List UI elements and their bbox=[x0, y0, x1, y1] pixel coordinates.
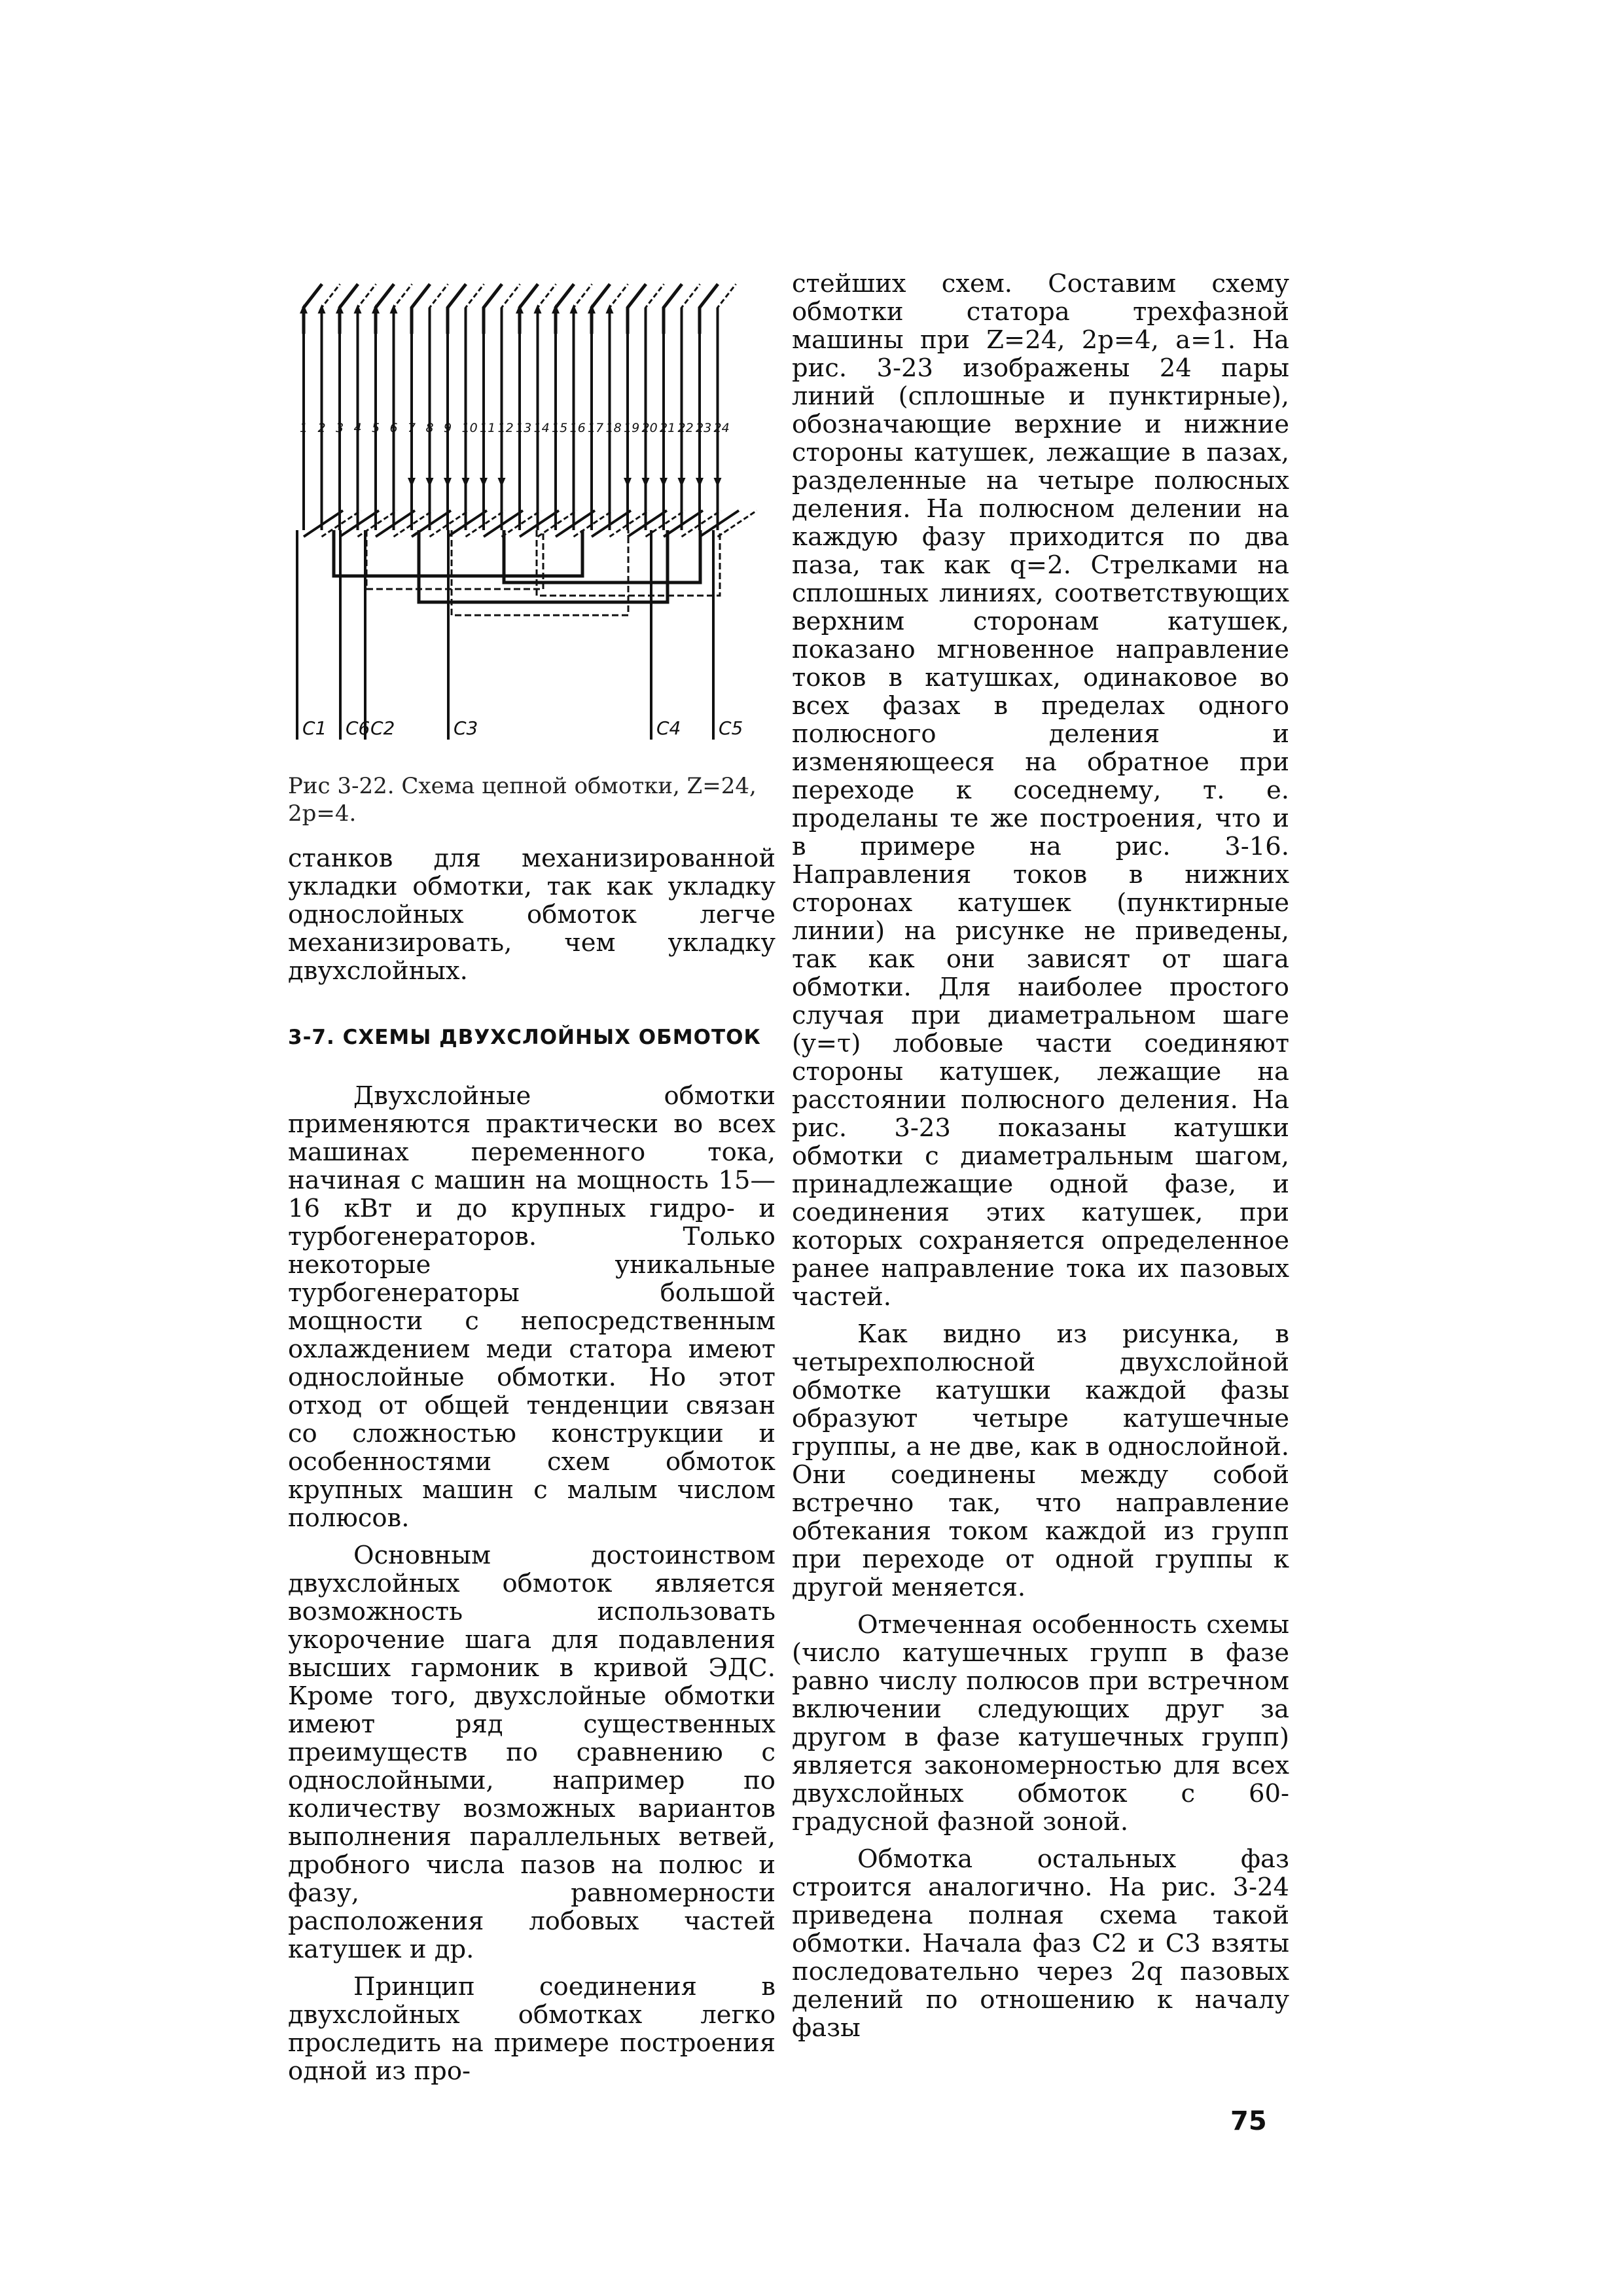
top-end-connection-9 bbox=[448, 284, 466, 334]
slot-number-5: 5 bbox=[372, 421, 380, 435]
phase-label-c1: C1 bbox=[302, 717, 327, 739]
slot-number-9: 9 bbox=[444, 421, 452, 435]
middle-crossing-23 bbox=[700, 511, 739, 537]
top-end-connection-17 bbox=[592, 284, 610, 334]
top-end-connection-6 bbox=[394, 284, 412, 334]
top-end-connection-13 bbox=[520, 284, 538, 334]
middle-crossing-6 bbox=[394, 511, 433, 537]
winding-diagram-figure bbox=[288, 268, 772, 772]
section-heading: 3-7. СХЕМЫ ДВУХСЛОЙНЫХ ОБМОТОК bbox=[288, 1026, 761, 1049]
left-paragraph-3: Принцип соединения в двухслойных обмотках легко проследить на примере построения одной из про- bbox=[288, 1972, 776, 2086]
bottom-end-connection-2 bbox=[366, 530, 543, 589]
current-arrow-11 bbox=[480, 478, 488, 487]
slot-number-19: 19 bbox=[624, 421, 640, 435]
current-arrow-24 bbox=[714, 478, 722, 487]
right-paragraph-1: Как видно из рисунка, в четырехполюсной двухслойной обмотке катушки каждой фазы образуют четыре катушечные группы, а не две, как в однослойной. Они соединены между собой встречно так, что направление обтекания током каждой из групп при переходе от одной группы к другой меняется. bbox=[792, 1319, 1289, 1602]
winding-lines bbox=[297, 284, 757, 740]
top-end-connection-1 bbox=[304, 284, 322, 334]
winding-diagram bbox=[288, 268, 772, 772]
bottom-end-connection-1 bbox=[334, 530, 582, 576]
middle-crossing-24 bbox=[718, 511, 757, 537]
current-arrow-2 bbox=[318, 304, 326, 314]
slot-number-17: 17 bbox=[588, 421, 604, 435]
slot-number-20: 20 bbox=[641, 421, 658, 435]
top-end-connection-12 bbox=[502, 284, 520, 334]
right-continuation-paragraph: стейших схем. Составим схему обмотки статора трехфазной машины при Z=24, 2p=4, a=1. На рис. 3-23 изображены 24 пары линий (сплошные и пунктирные), обозначающие верхние и нижние стороны катушек, лежащие в пазах, разделенные на четыре полюсных деления. На полюсном делении на каждую фазу приходится по два паза, так как q=2. Стрелками на сплошных линиях, соответствующих верхним сторонам катушек, показано мгновенное направление токов в катушках, одинаковое во всех фазах в пределах одного полюсного деления и изменяющееся на обратное при переходе к соседнему, т. е. проделаны те же построения, что и в примере на рис. 3-16. Направления токов в нижних сторонах катушек (пунктирные линии) на рисунке не приведены, так как они зависят от шага обмотки. Для наиболее простого случая при диаметральном шаге (y=τ) лобовые части соединяют стороны катушек, лежащие на расстоянии полюсного деления. На рис. 3-23 показаны катушки обмотки с диаметральным шагом, принадлежащие одной фазе, и соединения этих катушек, при которых сохраняется определенное ранее направление тока их пазовых частей. bbox=[792, 269, 1289, 1312]
right-column bbox=[792, 270, 1289, 2042]
slot-number-10: 10 bbox=[461, 421, 478, 435]
middle-crossing-12 bbox=[502, 511, 541, 537]
phase-labels bbox=[302, 717, 743, 739]
current-arrow-6 bbox=[390, 304, 398, 314]
current-arrow-12 bbox=[498, 478, 506, 487]
middle-crossing-9 bbox=[448, 511, 487, 537]
slot-number-2: 2 bbox=[317, 421, 326, 435]
left-column bbox=[288, 844, 776, 2085]
top-end-connection-2 bbox=[322, 284, 340, 334]
top-end-connection-15 bbox=[556, 284, 574, 334]
slot-number-13: 13 bbox=[516, 421, 532, 435]
top-end-connection-7 bbox=[412, 284, 430, 334]
phase-label-c6: C6 bbox=[346, 717, 370, 739]
top-end-connection-14 bbox=[538, 284, 556, 334]
slot-number-7: 7 bbox=[408, 421, 416, 435]
current-arrow-8 bbox=[426, 478, 434, 487]
slot-number-8: 8 bbox=[425, 421, 434, 435]
top-end-connection-18 bbox=[610, 284, 628, 334]
phase-label-c2: C2 bbox=[370, 717, 395, 739]
slot-number-18: 18 bbox=[605, 421, 622, 435]
left-paragraph-1: Двухслойные обмотки применяются практически во всех машинах переменного тока, начиная с машин на мощность 15—16 кВт и до крупных гидро- и турбогенераторов. Только некоторые уникальные турбогенераторы большой мощности с непосредственным охлаждением меди статора имеют однослойные обмотки. Но этот отход от общей тенденции связан со сложностью конструкции и особенностями схем обмоток крупных машин с малым числом полюсов. bbox=[288, 1081, 776, 1533]
current-arrow-10 bbox=[462, 478, 470, 487]
slot-number-24: 24 bbox=[713, 421, 730, 435]
slot-number-22: 22 bbox=[677, 421, 694, 435]
middle-crossing-10 bbox=[466, 511, 505, 537]
figure-caption: Рис 3-22. Схема цепной обмотки, Z=24, 2p=4. bbox=[288, 773, 757, 827]
phase-label-c5: C5 bbox=[719, 717, 743, 739]
middle-crossing-14 bbox=[538, 511, 577, 537]
slot-number-15: 15 bbox=[552, 421, 568, 435]
left-paragraph-2: Основным достоинством двухслойных обмоток является возможность использовать укорочение шага для подавления высших гармоник в кривой ЭДС. Кроме того, двухслойные обмотки имеют ряд существенных преимуществ по сравнению с однослойными, например по количеству возможных вариантов выполнения параллельных ветвей, дробного числа пазов на полюс и фазу, равномерности расположения лобовых частей катушек и др. bbox=[288, 1541, 776, 1964]
current-arrow-16 bbox=[570, 304, 578, 314]
current-arrow-19 bbox=[624, 478, 632, 487]
top-end-connection-8 bbox=[430, 284, 448, 334]
top-end-connection-16 bbox=[574, 284, 592, 334]
middle-crossing-15 bbox=[556, 511, 595, 537]
middle-crossing-19 bbox=[628, 511, 667, 537]
top-end-connection-3 bbox=[340, 284, 358, 334]
middle-crossing-1 bbox=[304, 511, 343, 537]
current-arrow-22 bbox=[678, 478, 686, 487]
middle-crossing-21 bbox=[664, 511, 703, 537]
page-number: 75 bbox=[1230, 2106, 1267, 2136]
phase-label-c4: C4 bbox=[656, 717, 681, 739]
phase-label-c3: C3 bbox=[454, 717, 478, 739]
top-end-connection-22 bbox=[682, 284, 700, 334]
slot-number-4: 4 bbox=[353, 421, 362, 435]
slot-number-21: 21 bbox=[660, 421, 676, 435]
right-paragraph-3: Обмотка остальных фаз строится аналогично. На рис. 3-24 приведена полная схема такой обмотки. Начала фаз C2 и C3 взяты последовательно через 2q пазовых делений по отношению к началу фазы bbox=[792, 1844, 1289, 2043]
top-end-connection-5 bbox=[376, 284, 394, 334]
current-arrow-9 bbox=[444, 478, 452, 487]
slot-number-1: 1 bbox=[300, 421, 308, 435]
middle-crossing-3 bbox=[340, 511, 379, 537]
current-arrow-21 bbox=[660, 478, 668, 487]
left-continuation-paragraph: станков для механизированной укладки обмотки, так как укладку однослойных обмоток легче механизировать, чем укладку двухслойных. bbox=[288, 844, 776, 986]
current-arrow-7 bbox=[408, 478, 416, 487]
top-end-connection-20 bbox=[646, 284, 664, 334]
middle-crossing-16 bbox=[574, 511, 613, 537]
top-end-connection-19 bbox=[628, 284, 646, 334]
top-end-connection-21 bbox=[664, 284, 682, 334]
middle-crossing-4 bbox=[358, 511, 397, 537]
current-arrow-20 bbox=[642, 478, 650, 487]
middle-crossing-13 bbox=[520, 511, 559, 537]
middle-crossing-17 bbox=[592, 511, 631, 537]
slot-number-14: 14 bbox=[533, 421, 550, 435]
current-arrow-23 bbox=[696, 478, 704, 487]
slot-number-3: 3 bbox=[336, 421, 344, 435]
top-end-connection-4 bbox=[358, 284, 376, 334]
top-end-connection-10 bbox=[466, 284, 484, 334]
slot-number-16: 16 bbox=[569, 421, 586, 435]
current-arrow-14 bbox=[534, 304, 542, 314]
slot-number-23: 23 bbox=[696, 421, 712, 435]
middle-crossing-5 bbox=[376, 511, 415, 537]
slot-number-6: 6 bbox=[389, 421, 398, 435]
current-arrow-4 bbox=[354, 304, 362, 314]
top-end-connection-24 bbox=[718, 284, 736, 334]
slot-number-12: 12 bbox=[497, 421, 514, 435]
right-paragraph-2: Отмеченная особенность схемы (число катушечных групп в фазе равно числу полюсов при встречном включении следующих друг за другом в фазе катушечных групп) является закономерностью для всех двухслойных обмоток с 60-градусной фазной зоной. bbox=[792, 1610, 1289, 1837]
slot-number-labels bbox=[300, 421, 730, 435]
top-end-connection-11 bbox=[484, 284, 502, 334]
slot-number-11: 11 bbox=[480, 421, 496, 435]
top-end-connection-23 bbox=[700, 284, 718, 334]
current-arrow-18 bbox=[606, 304, 614, 314]
